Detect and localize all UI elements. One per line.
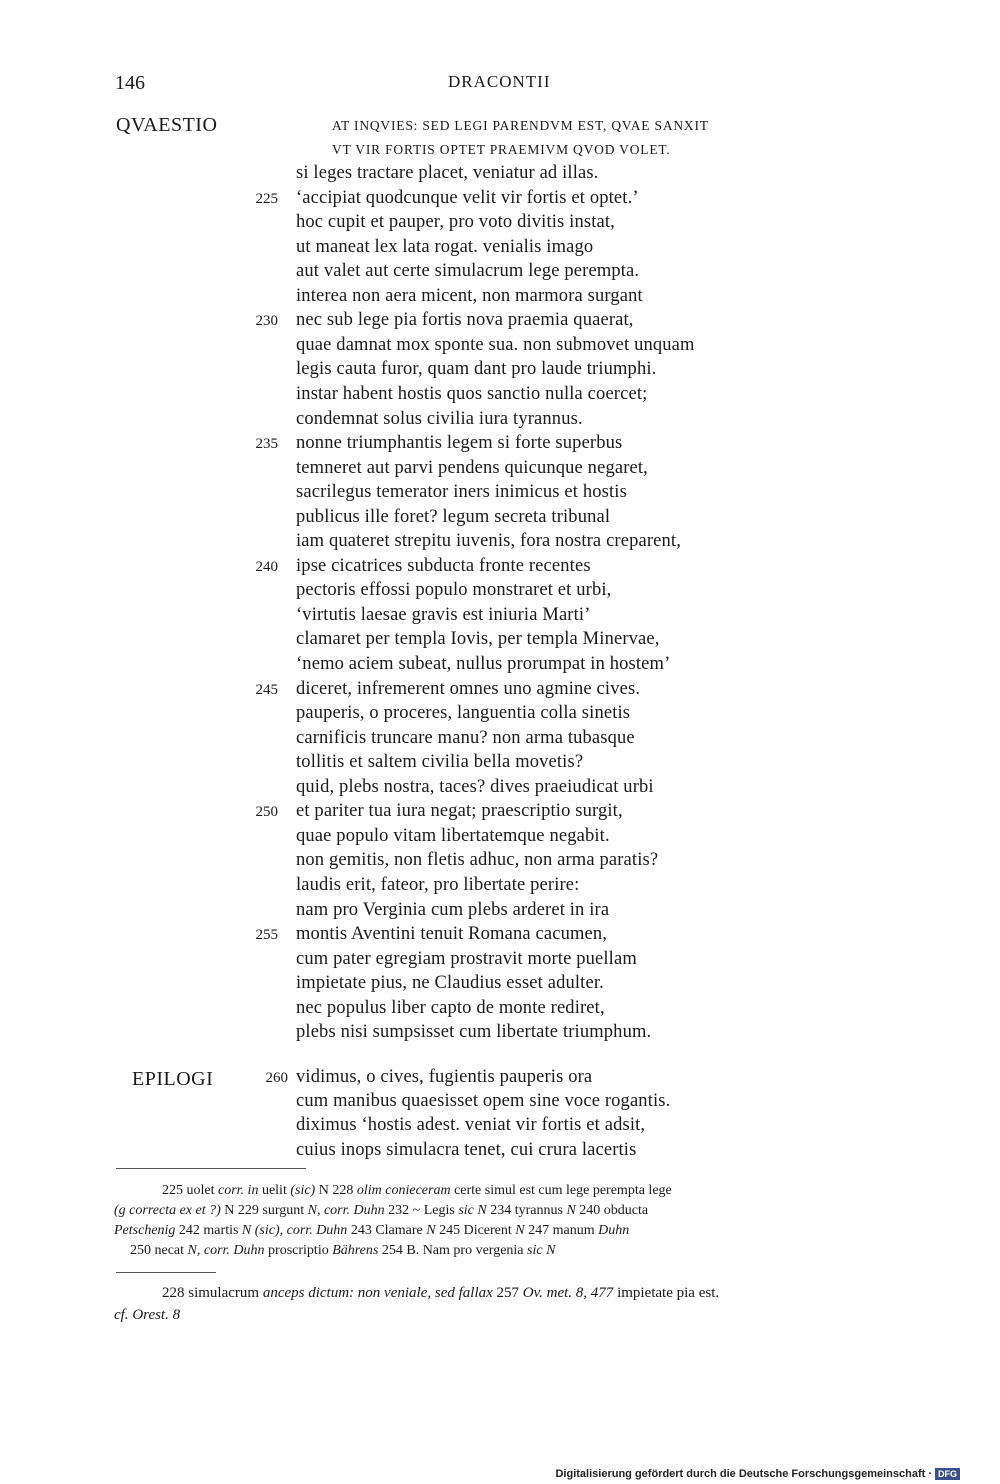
apparatus-row: cf. Orest. 8 bbox=[114, 1307, 181, 1323]
section-label-quaestio: QVAESTIO bbox=[116, 114, 218, 136]
running-head: DRACONTII bbox=[448, 72, 551, 91]
dfg-logo: DFG bbox=[935, 1468, 960, 1480]
apparatus-rule bbox=[116, 1272, 216, 1273]
verse-line: quae damnat mox sponte sua. non submovet unquam bbox=[296, 335, 695, 355]
verse-line: temneret aut parvi pendens quicunque negaret, bbox=[296, 458, 648, 478]
verse-line: iam quateret strepitu iuvenis, fora nostra creparent, bbox=[296, 531, 681, 551]
verse-line: pauperis, o proceres, languentia colla sinetis bbox=[296, 703, 631, 723]
heading-line: VT VIR FORTIS OPTET PRAEMIVM QVOD VOLET. bbox=[332, 142, 671, 157]
verse-line: laudis erit, fateor, pro libertate perire: bbox=[296, 875, 580, 895]
verse-line: si leges tractare placet, veniatur ad illas. bbox=[296, 163, 599, 183]
verse-line: et pariter tua iura negat; praescriptio surgit, bbox=[296, 801, 623, 821]
digitization-footer: Digitalisierung gefördert durch die Deutsche Forschungsgemeinschaft · DFG bbox=[555, 1468, 960, 1480]
line-number: 235 bbox=[255, 436, 278, 452]
line-number: 250 bbox=[255, 804, 278, 820]
line-number: 245 bbox=[255, 682, 278, 698]
sources-apparatus bbox=[114, 1282, 894, 1326]
verse-line: nam pro Verginia cum plebs arderet in ira bbox=[296, 900, 610, 920]
verse-line: pectoris effossi populo monstraret et urbi, bbox=[296, 580, 612, 600]
verse-line: cum pater egregiam prostravit morte puellam bbox=[296, 949, 637, 969]
verse-line: vidimus, o cives, fugientis pauperis ora bbox=[296, 1067, 593, 1087]
verse-line: nec populus liber capto de monte rediret, bbox=[296, 998, 605, 1018]
apparatus-row: 228 simulacrum anceps dictum: non veniale, sed fallax 257 Ov. met. 8, 477 impietate pia est. bbox=[162, 1285, 720, 1301]
verse-line: publicus ille foret? legum secreta tribunal bbox=[296, 507, 611, 527]
verse-line: montis Aventini tenuit Romana cacumen, bbox=[296, 924, 608, 944]
line-number: 225 bbox=[255, 191, 278, 207]
verse-line: ut maneat lex lata rogat. venialis imago bbox=[296, 237, 594, 257]
verse-line: impietate pius, ne Claudius esset adulter. bbox=[296, 973, 604, 993]
verse-line: hoc cupit et pauper, pro voto divitis instat, bbox=[296, 212, 615, 232]
verse-line: quid, plebs nostra, taces? dives praeiudicat urbi bbox=[296, 777, 654, 797]
line-number: 260 bbox=[265, 1070, 288, 1086]
verse-line: ipse cicatrices subducta fronte recentes bbox=[296, 556, 591, 576]
verse-line: legis cauta furor, quam dant pro laude triumphi. bbox=[296, 359, 657, 379]
line-number: 255 bbox=[255, 927, 278, 943]
verse-line: interea non aera micent, non marmora surgant bbox=[296, 286, 643, 306]
critical-apparatus bbox=[114, 1181, 894, 1261]
verse-line: diceret, infremerent omnes uno agmine cives. bbox=[296, 679, 641, 699]
verse-line: nonne triumphantis legem si forte superbus bbox=[296, 433, 623, 453]
verse-line: tollitis et saltem civilia bella movetis? bbox=[296, 752, 584, 772]
apparatus-row: (g correcta ex et ?) N 229 surgunt N, corr. Duhn 232 ~ Legis sic N 234 tyrannus N 240 obducta bbox=[114, 1203, 649, 1218]
line-number: 240 bbox=[255, 559, 278, 575]
verse-line: cum manibus quaesisset opem sine voce rogantis. bbox=[296, 1091, 671, 1111]
verse-line: aut valet aut certe simulacrum lege perempta. bbox=[296, 261, 640, 281]
verse-line: non gemitis, non fletis adhuc, non arma paratis? bbox=[296, 850, 659, 870]
apparatus-row: 250 necat N, corr. Duhn proscriptio Bährens 254 B. Nam pro vergenia sic N bbox=[130, 1243, 556, 1258]
verse-line: ‘accipiat quodcunque velit vir fortis et optet.’ bbox=[296, 188, 639, 208]
verse-line: diximus ‘hostis adest. veniat vir fortis et adsit, bbox=[296, 1115, 646, 1135]
verse-line: plebs nisi sumpsisset cum libertate triumphum. bbox=[296, 1022, 652, 1042]
verse-line: ‘virtutis laesae gravis est iniuria Marti’ bbox=[296, 605, 591, 625]
apparatus-row: Petschenig 242 martis N (sic), corr. Duhn 243 Clamare N 245 Dicerent N 247 manum Duhn bbox=[114, 1223, 630, 1238]
verse-line: carnificis truncare manu? non arma tubasque bbox=[296, 728, 635, 748]
verse-line: cuius inops simulacra tenet, cui crura lacertis bbox=[296, 1140, 637, 1160]
verse-line: quae populo vitam libertatemque negabit. bbox=[296, 826, 610, 846]
verse-line: condemnat solus civilia iura tyrannus. bbox=[296, 409, 583, 429]
section-label-epilogi: EPILOGI bbox=[132, 1068, 214, 1090]
verse-line: sacrilegus temerator iners inimicus et hostis bbox=[296, 482, 627, 502]
verse-line: clamaret per templa Iovis, per templa Minervae, bbox=[296, 629, 660, 649]
page-number: 146 bbox=[115, 72, 145, 94]
verse-line: instar habent hostis quos sanctio nulla coercet; bbox=[296, 384, 648, 404]
apparatus-rule bbox=[116, 1168, 306, 1169]
apparatus-row: 225 uolet corr. in uelit (sic) N 228 olim conieceram certe simul est cum lege perempta lege bbox=[162, 1183, 672, 1198]
verse-line: ‘nemo aciem subeat, nullus prorumpat in hostem’ bbox=[296, 654, 671, 674]
heading-line: AT INQVIES: SED LEGI PARENDVM EST, QVAE SANXIT bbox=[332, 118, 709, 133]
line-number: 230 bbox=[255, 313, 278, 329]
verse-line: nec sub lege pia fortis nova praemia quaerat, bbox=[296, 310, 634, 330]
